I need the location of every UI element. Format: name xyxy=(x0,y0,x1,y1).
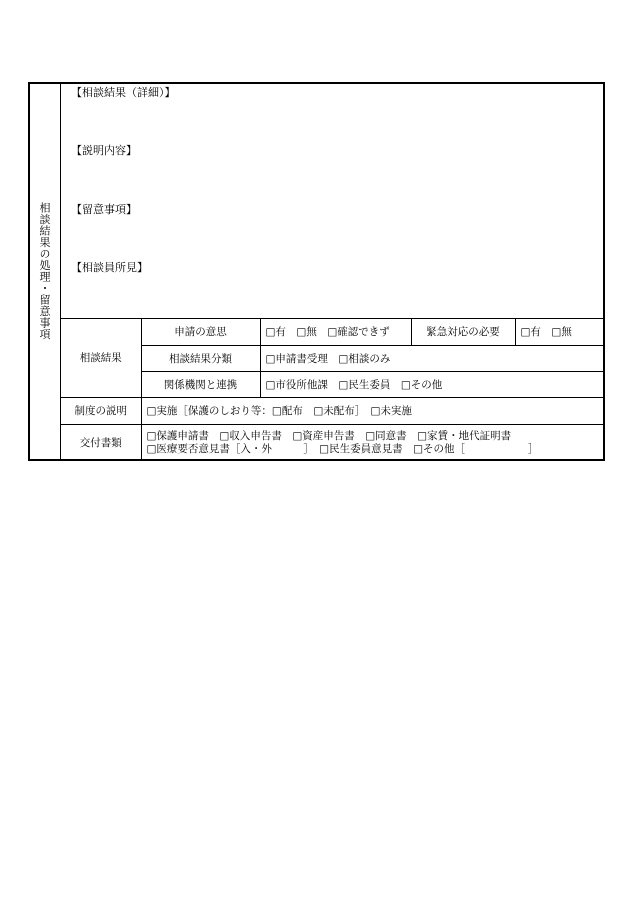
table-row xyxy=(61,319,605,345)
table-row xyxy=(61,371,605,397)
agency-coordination-label: 関係機関と連携 xyxy=(141,371,260,397)
table-row xyxy=(61,345,605,371)
system-explanation-label: 制度の説明 xyxy=(61,397,141,424)
application-intent-label: 申請の意思 xyxy=(141,319,260,345)
section-heading-explanation: 【説明内容】 xyxy=(71,144,137,157)
consultation-form xyxy=(28,82,605,461)
issued-documents-options[interactable] xyxy=(141,424,605,461)
issued-documents-line-1[interactable]: □保護申請書 □収入申告書 □資産申告書 □同意書 □家賃・地代証明書 xyxy=(146,429,512,442)
section-heading-counselor-opinion: 【相談員所見】 xyxy=(71,261,148,274)
issued-documents-label: 交付書類 xyxy=(61,424,141,461)
result-category-label: 相談結果分類 xyxy=(141,345,260,371)
application-intent-options[interactable]: □有 □無 □確認できず xyxy=(260,319,411,345)
result-category-options[interactable]: □申請書受理 □相談のみ xyxy=(260,345,605,371)
table-row xyxy=(61,397,605,424)
result-label: 相談結果 xyxy=(61,319,141,397)
detail-area xyxy=(61,84,603,319)
side-label-cell xyxy=(30,84,61,459)
table-row xyxy=(61,424,605,461)
urgent-response-options[interactable]: □有 □無 xyxy=(515,319,605,345)
section-heading-notes: 【留意事項】 xyxy=(71,203,137,216)
issued-documents-line-2[interactable]: □医療要否意見書［入・外 ］ □民生委員意見書 □その他［ ］ xyxy=(146,442,539,455)
agency-coordination-options[interactable]: □市役所他課 □民生委員 □その他 xyxy=(260,371,605,397)
side-label: 相談結果の処理・留意事項 xyxy=(38,202,51,340)
result-table xyxy=(61,319,605,461)
urgent-response-label: 緊急対応の必要 xyxy=(411,319,515,345)
section-heading-result-detail: 【相談結果（詳細）】 xyxy=(71,86,176,99)
system-explanation-options[interactable]: □実施［保護のしおり等：□配布 □未配布］ □未実施 xyxy=(141,397,605,424)
